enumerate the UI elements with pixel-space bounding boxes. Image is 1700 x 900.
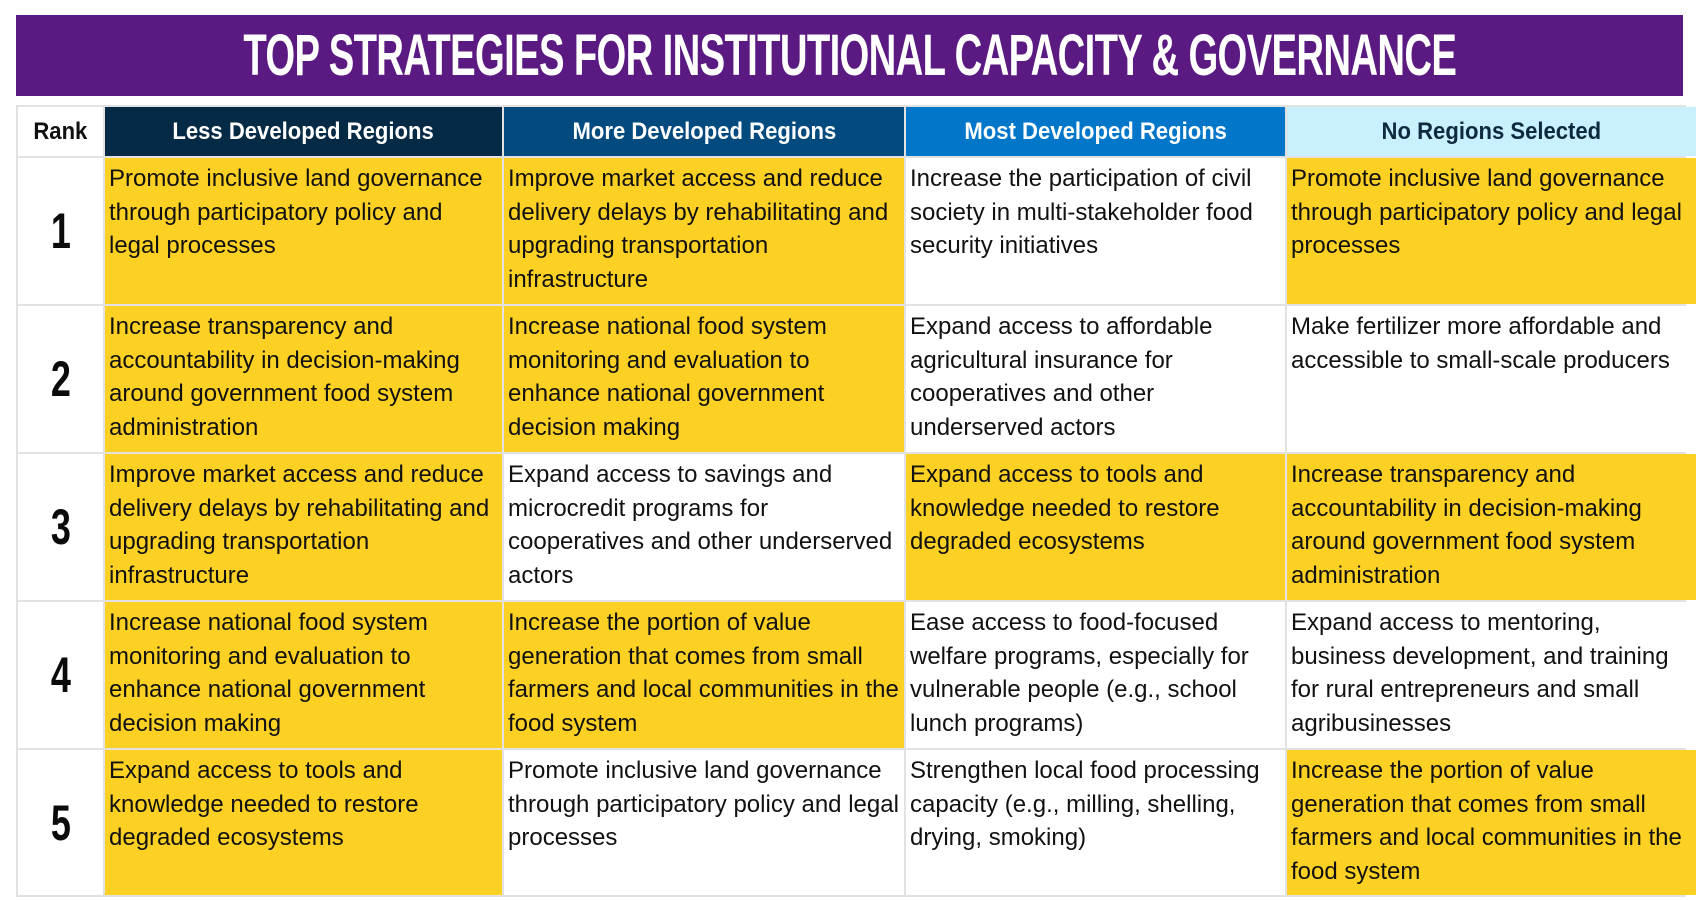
header-none-label: No Regions Selected [1381, 117, 1602, 145]
strategy-text: Expand access to tools and knowledge needed to restore degraded ecosystems [910, 461, 1220, 555]
table-cell-none [1287, 306, 1696, 452]
header-more-label: More Developed Regions [572, 117, 836, 145]
header-more-developed [504, 107, 904, 156]
strategy-text: Increase transparency and accountability in decision-making around government food system administration [109, 313, 460, 441]
rank-number: 5 [50, 794, 71, 851]
rank-cell [18, 602, 103, 748]
header-rank-label: Rank [33, 117, 88, 145]
strategy-text: Promote inclusive land governance through participatory policy and legal processes [109, 165, 483, 259]
table-cell-most [906, 454, 1285, 600]
table-cell-less [105, 454, 502, 600]
table-cell-most [906, 750, 1285, 895]
table-cell-most [906, 306, 1285, 452]
strategy-text: Increase the portion of value generation that comes from small farmers and local communities in the food system [508, 609, 899, 737]
header-less-developed [105, 107, 502, 156]
strategy-text: Expand access to tools and knowledge needed to restore degraded ecosystems [109, 757, 419, 851]
strategy-text: Expand access to affordable agricultural insurance for cooperatives and other underserved actors [910, 313, 1213, 441]
table-cell-less [105, 158, 502, 304]
rank-number: 3 [50, 499, 71, 555]
strategy-text: Expand access to savings and microcredit programs for cooperatives and other underserved actors [508, 461, 893, 589]
rank-number: 1 [50, 203, 71, 259]
strategy-text: Increase national food system monitoring and evaluation to enhance national government decision making [109, 609, 428, 737]
strategy-text: Increase the participation of civil society in multi-stakeholder food security initiatives [910, 165, 1253, 259]
strategy-text: Expand access to mentoring, business development, and training for rural entrepreneurs and small agribusinesses [1291, 609, 1669, 737]
table-cell-more [504, 158, 904, 304]
table-cell-more [504, 602, 904, 748]
page-title: TOP STRATEGIES FOR INSTITUTIONAL CAPACITY & GOVERNANCE [243, 23, 1456, 88]
table-cell-none [1287, 750, 1696, 895]
table-cell-more [504, 306, 904, 452]
strategy-text: Increase national food system monitoring and evaluation to enhance national government decision making [508, 313, 827, 441]
rank-cell [18, 454, 103, 600]
header-most-developed [906, 107, 1285, 156]
strategy-text: Make fertilizer more affordable and accessible to small-scale producers [1291, 313, 1670, 374]
table-cell-less [105, 602, 502, 748]
table-cell-none [1287, 158, 1696, 304]
rank-cell [18, 158, 103, 304]
strategy-text: Strengthen local food processing capacity (e.g., milling, shelling, drying, smoking) [910, 757, 1260, 851]
rank-number: 4 [50, 647, 71, 703]
table-cell-more [504, 454, 904, 600]
table-cell-none [1287, 454, 1696, 600]
strategy-text: Ease access to food-focused welfare programs, especially for vulnerable people (e.g., school lunch programs) [910, 609, 1249, 737]
strategy-text: Promote inclusive land governance through participatory policy and legal processes [1291, 165, 1682, 259]
title-banner [16, 15, 1683, 96]
header-most-label: Most Developed Regions [964, 117, 1227, 145]
table-cell-most [906, 158, 1285, 304]
strategy-text: Improve market access and reduce delivery delays by rehabilitating and upgrading transportation infrastructure [508, 165, 889, 293]
table-cell-less [105, 306, 502, 452]
strategy-text: Increase transparency and accountability in decision-making around government food system administration [1291, 461, 1642, 589]
strategies-table [16, 105, 1686, 897]
table-cell-less [105, 750, 502, 895]
rank-cell [18, 306, 103, 452]
table-cell-more [504, 750, 904, 895]
table-cell-most [906, 602, 1285, 748]
header-rank [18, 107, 103, 156]
strategy-text: Promote inclusive land governance through participatory policy and legal processes [508, 757, 899, 851]
header-no-regions [1287, 107, 1696, 156]
table-cell-none [1287, 602, 1696, 748]
rank-number: 2 [50, 351, 71, 407]
rank-cell [18, 750, 103, 895]
strategy-text: Increase the portion of value generation that comes from small farmers and local communities in the food system [1291, 757, 1682, 885]
strategy-text: Improve market access and reduce delivery delays by rehabilitating and upgrading transportation infrastructure [109, 461, 490, 589]
header-less-label: Less Developed Regions [172, 117, 435, 145]
